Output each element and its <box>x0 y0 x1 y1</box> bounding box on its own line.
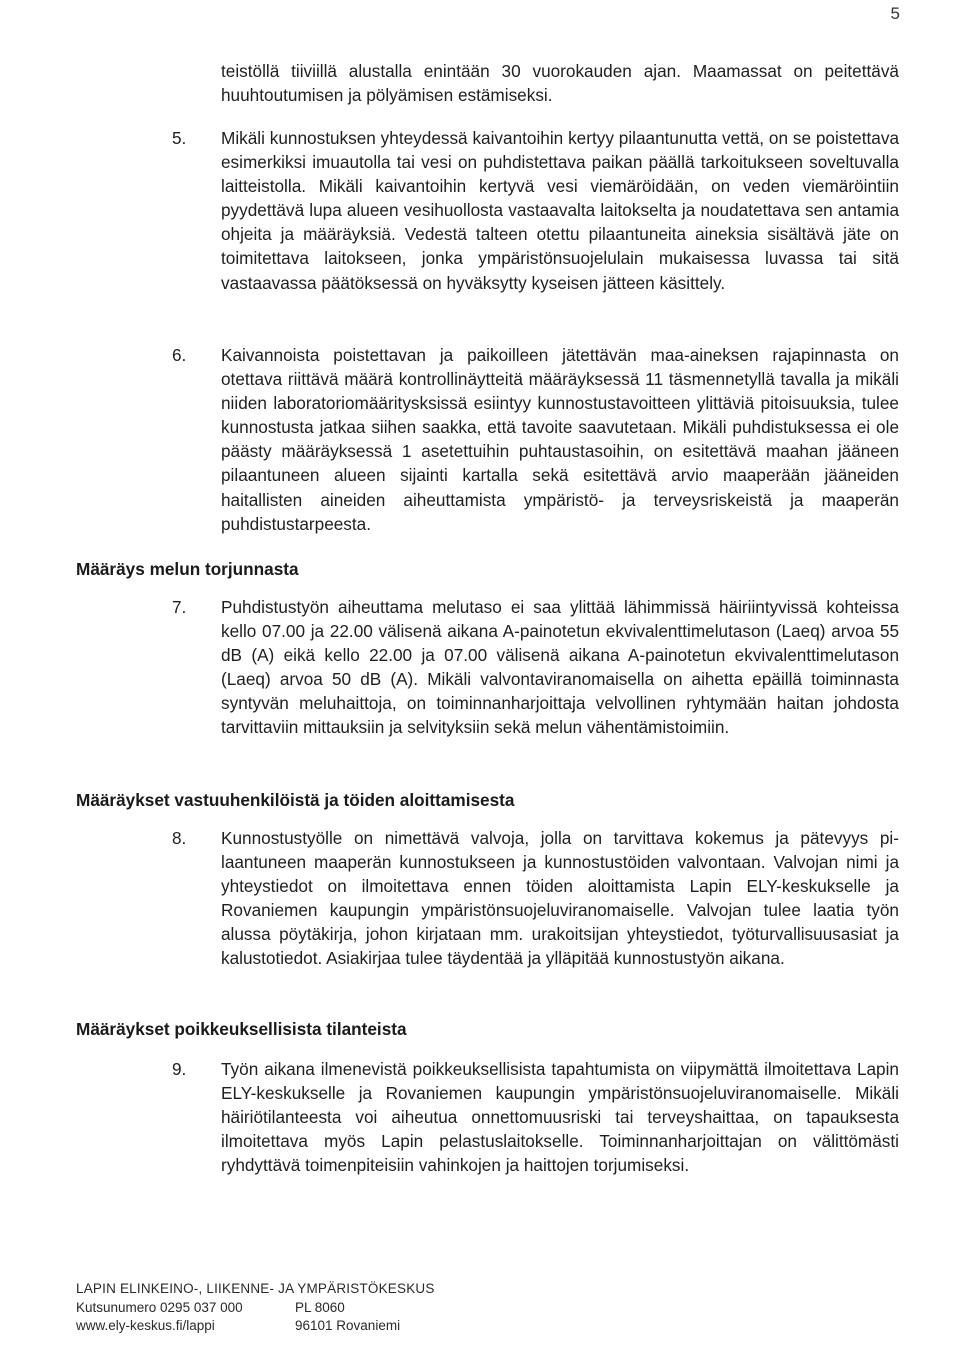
item-number: 9. <box>172 1059 187 1079</box>
item-text: Mikäli kunnostuksen yhteydessä kaivantoihin kertyy pilaantunutta vettä, on se poistettava esimerkiksi imuautolla tai vesi on puhdistettava paikan päällä tarkoitukseen soveltuvalla laitteistolla. Mikäli kaivantoihin kertyvä vesi viemäröidään, on veden viemäröintiin pyydettävä lupa alueen vesihuollosta vastaavalta laitokselta ja noudatettava sen antamia ohjeita ja määräyksiä. Vedestä talteen otettu pilaantuneita aineksia sisältävä jäte on toimitettava laitokseen, jonka ympäristönsuojelulain mukaisessa luvassa tai sitä vastaavassa päätöksessä on hyväksytty kyseisen jätteen käsittely. <box>221 128 899 293</box>
item-text: Kunnostustyölle on nimettävä valvoja, jolla on tarvittava kokemus ja pätevyys pilaantuneen maaperän kunnostukseen ja kunnostustöiden valvontaan. Valvojan nimi ja yhteystiedot on ilmoitettava ennen töiden aloittamista Lapin ELY-keskukselle ja Rovaniemen kaupungin ympäristönsuojeluviranomaiselle. Valvojan tulee laatia työn alussa pöytäkirja, johon kirjataan mm. urakoitsijan yhteystiedot, työturvallisuusasiat ja kalustotiedot. Asiakirjaa tulee täydentää ja ylläpitää kunnostustyön aikana. <box>221 828 899 969</box>
item-text: Kaivannoista poistettavan ja paikoilleen jätettävän maa-aineksen rajapinnasta on otettava riittävä määrä kontrollinäytteitä määräyksessä 11 täsmennetyllä tavalla ja mikäli niiden laboratoriomääritysksissä esiintyy kunnostustavoitteen ylittäviä pitoisuuksia, tulee kunnostusta jatkaa siihen saakka, että tavoite saavutetaan. Mikäli puhdistuksessa ei ole päästy määräyksessä 1 asetettuihin puhtaustasoihin, on esitettävä maahan jääneen pilaantuneen alueen sijainti kartalla sekä esitettävä arvio maaperään jääneiden haitallisten aineiden aiheuttamista ympäristö- ja terveysriskeistä ja maaperän puhdistustarpeesta. <box>221 345 899 534</box>
page-footer <box>76 1280 435 1336</box>
section-heading-exceptional: Määräykset poikkeuksellisista tilanteista <box>76 1019 407 1039</box>
footer-organization: LAPIN ELINKEINO-, LIIKENNE- JA YMPÄRISTÖKESKUS <box>76 1281 435 1296</box>
footer-city: 96101 Rovaniemi <box>295 1318 401 1334</box>
item-text: Puhdistustyön aiheuttama melutaso ei saa ylittää lähimmissä häiriintyvissä kohteissa kello 07.00 ja 22.00 välisenä aikana A-painotetun ekvivalenttimelutason (Laeq) arvoa 55 dB (A) eikä kello 22.00 ja 07.00 välisenä aikana A-painotetun ekvivalenttimelutason (Laeq) arvoa 50 dB (A). Mikäli valvontaviranomaisella on aihetta epäillä toiminnasta syntyvän meluhaittoja, on toiminnanharjoittaja velvollinen ryhtymään haitan johdosta tarvittaviin mittauksiin ja selvityksiin sekä melun vähentämistoimiin. <box>221 597 899 738</box>
item-number: 6. <box>172 345 187 365</box>
footer-row <box>76 1299 435 1318</box>
item-number: 8. <box>172 828 187 848</box>
item-number: 5. <box>172 128 187 148</box>
footer-website: www.ely-keskus.fi/lappi <box>76 1318 215 1334</box>
page-number: 5 <box>890 4 900 23</box>
section-heading-responsible: Määräykset vastuuhenkilöistä ja töiden aloittamisesta <box>76 790 515 810</box>
footer-row <box>76 1317 435 1336</box>
section-heading-noise: Määräys melun torjunnasta <box>76 559 299 579</box>
item-number: 7. <box>172 597 187 617</box>
footer-phone: Kutsunumero 0295 037 000 <box>76 1299 243 1315</box>
item-text: Työn aikana ilmenevistä poikkeuksellisista tapahtumista on viipymättä ilmoitettava Lapin ELY-keskukselle ja Rovaniemen kaupungin ympäristönsuojeluviranomaiselle. Mikäli häiriötilanteesta voi aiheutua onnettomuusriski tai terveyshaittaa, on tapauksesta ilmoitettava myös Lapin pelastuslaitokselle. Toiminnanharjoittajan on välittömästi ryhdyttävä toimenpiteisiin vahinkojen ja haittojen torjumiseksi. <box>221 1059 899 1176</box>
continuation-paragraph: teistöllä tiiviillä alustalla enintään 30 vuorokauden ajan. Maamassat on peitettävä huuhtoutumisen ja pölyämisen estämiseksi. <box>221 61 899 106</box>
footer-po-box: PL 8060 <box>295 1299 345 1315</box>
